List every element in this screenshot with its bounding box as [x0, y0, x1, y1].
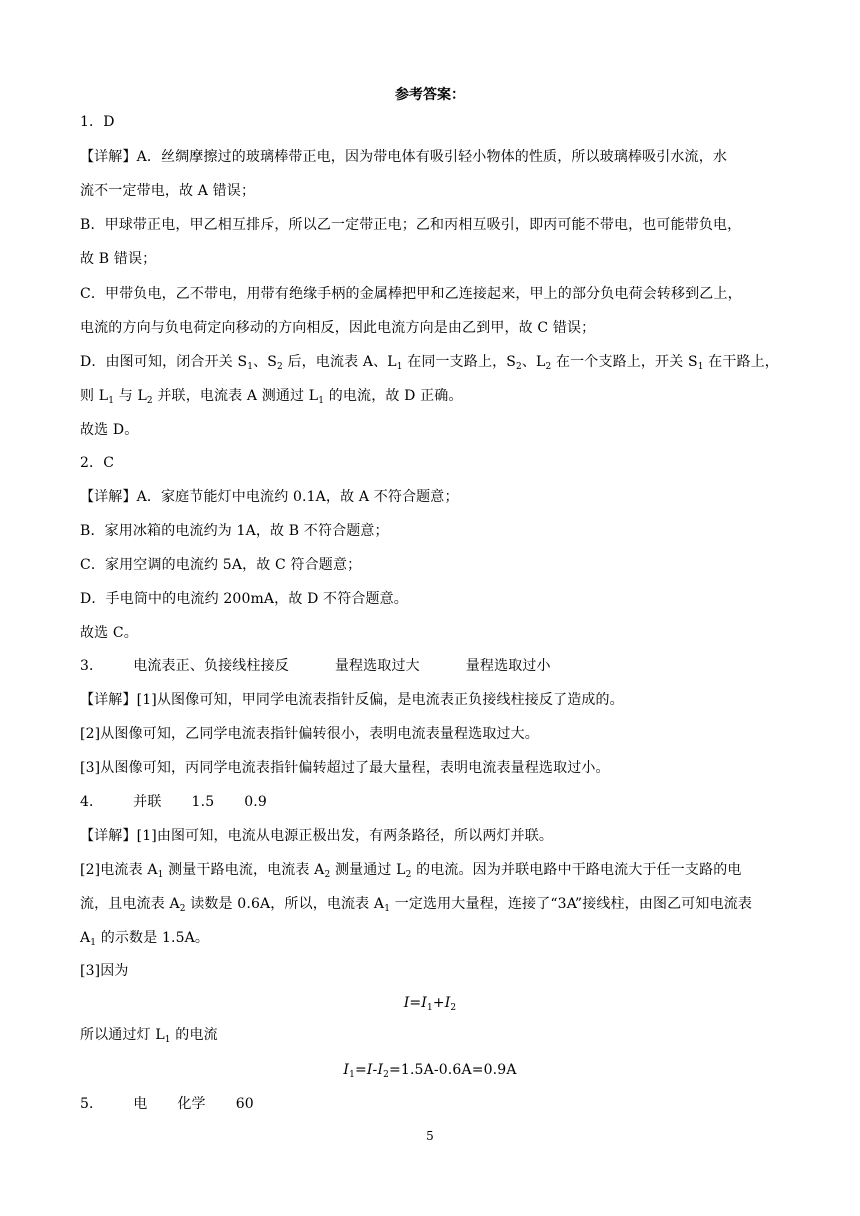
q1-detail-d-line1: D．由图可知，闭合开关 $S_1$、$S_2$ 后，电流表 A、$L_1$ 在同一支路上，$S_2$、$L_2$ 在一个支路上，开关 $S_1$ 在干路上， — [80, 354, 779, 372]
q1-detail-c-line2: 电流的方向与负电荷定向移动的方向相反，因此电流方向是由乙到甲，故 C 错误； — [80, 320, 596, 336]
q4-detail-3: [3]因为 — [80, 963, 129, 979]
q2-answer: 2．C — [80, 455, 115, 471]
page-number: 5 — [426, 1129, 434, 1143]
q5-answer-line — [80, 1094, 780, 1114]
q3-answer-3: 量程选取过小 — [465, 658, 551, 674]
q5-answer-1: 电 — [133, 1096, 148, 1112]
q3-answer-2: 量程选取过大 — [334, 658, 420, 674]
q2-detail-d: D．手电筒中的电流约 200mA，故 D 不符合题意。 — [80, 591, 408, 607]
q4-formula-1: $I=I_1+I_2$ — [403, 995, 457, 1013]
q1-detail-c-line1: C．甲带负电，乙不带电，用带有绝缘手柄的金属棒把甲和乙连接起来，甲上的部分负电荷会转移到乙上， — [80, 286, 742, 302]
q1-conclusion: 故选 D。 — [80, 422, 139, 438]
q4-detail-2-line3: $A_1$ 的示数是 1.5A。 — [80, 930, 210, 948]
q4-detail-2-line2: 流，且电流表 $A_2$ 读数是 0.6A，所以，电流表 $A_1$ 一定选用大量程，连接了“3A”接线柱，由图乙可知电流表 — [80, 896, 753, 914]
q2-detail-a: 【详解】A．家庭节能灯中电流约 0.1A，故 A 不符合题意； — [80, 489, 459, 505]
q1-detail-d-line2: 则 $L_1$ 与 $L_2$ 并联，电流表 A 测通过 $L_1$ 的电流，故 D 正确。 — [80, 388, 463, 406]
q4-answer-2: 1.5 — [191, 794, 215, 810]
q3-answer-line — [80, 656, 780, 676]
q4-answer-1: 并联 — [133, 794, 162, 810]
q2-conclusion: 故选 C。 — [80, 625, 138, 641]
q3-number: 3． — [80, 658, 104, 674]
page-title: 参考答案： — [395, 87, 465, 103]
q3-detail-2: [2]从图像可知，乙同学电流表指针偏转很小，表明电流表量程选取过大。 — [80, 726, 539, 742]
q1-detail-b-line2: 故 B 错误； — [80, 251, 157, 267]
q4-detail-4: 所以通过灯 $L_1$ 的电流 — [80, 1027, 218, 1045]
q4-detail-1: 【详解】[1]由图可知，电流从电源正极出发，有两条路径，所以两灯并联。 — [80, 828, 554, 844]
q3-answer-1: 电流表正、负接线柱接反 — [133, 658, 289, 674]
q4-number: 4． — [80, 794, 104, 810]
q4-answer-3: 0.9 — [244, 794, 267, 810]
q5-answer-3: 60 — [235, 1096, 254, 1112]
q4-detail-2-line1: [2]电流表 $A_1$ 测量干路电流，电流表 $A_2$ 测量通过 $L_2$ 的电流。因为并联电路中干路电流大于任一支路的电 — [80, 862, 742, 880]
q2-detail-c: C．家用空调的电流约 5A，故 C 符合题意； — [80, 557, 362, 573]
q4-answer-line — [80, 792, 780, 812]
q5-answer-2: 化学 — [177, 1096, 206, 1112]
q2-detail-b: B．家用冰箱的电流约为 1A，故 B 不符合题意； — [80, 523, 389, 539]
q1-detail-b-line1: B．甲球带正电，甲乙相互排斥，所以乙一定带正电；乙和丙相互吸引，即丙可能不带电，也可能带负电， — [80, 217, 742, 233]
q1-detail-a-line1: 【详解】A．丝绸摩擦过的玻璃棒带正电，因为带电体有吸引轻小物体的性质，所以玻璃棒吸引水流，水 — [80, 149, 728, 165]
q3-detail-3: [3]从图像可知，丙同学电流表指针偏转超过了最大量程，表明电流表量程选取过小。 — [80, 760, 610, 776]
q5-number: 5． — [80, 1096, 104, 1112]
q1-detail-a-line2: 流不一定带电，故 A 错误； — [80, 183, 256, 199]
q3-detail-1: 【详解】[1]从图像可知，甲同学电流表指针反偏，是电流表正负接线柱接反了造成的。 — [80, 692, 624, 708]
q4-formula-2: $I_1=I-I_2=1.5A-0.6A=0.9A$ — [343, 1062, 517, 1080]
q1-answer: 1．D — [80, 114, 115, 130]
